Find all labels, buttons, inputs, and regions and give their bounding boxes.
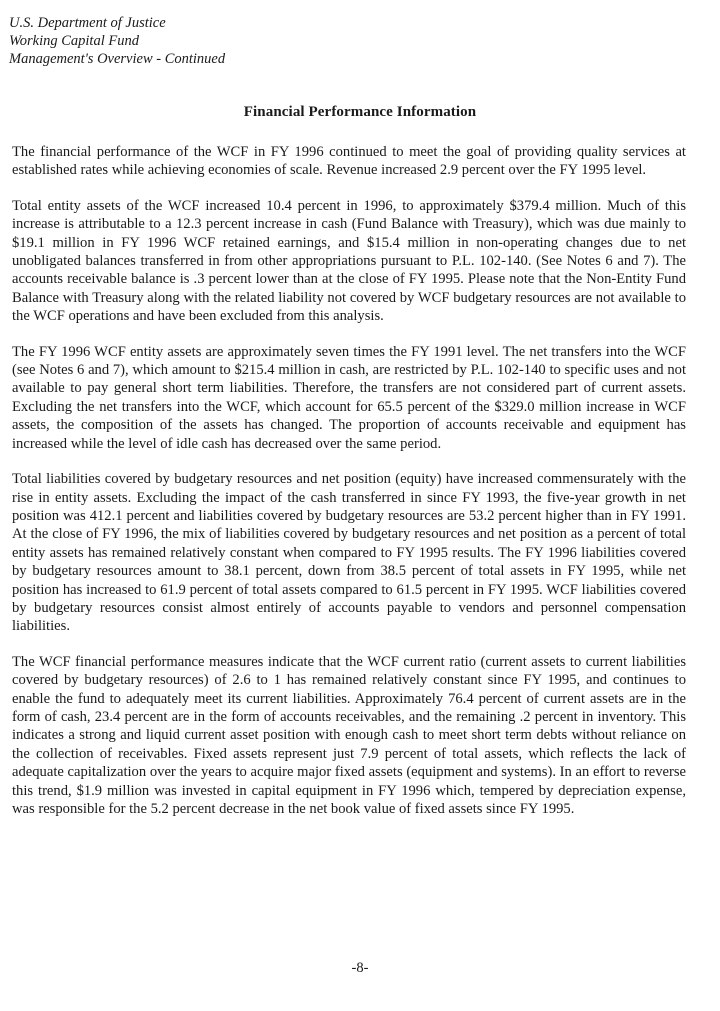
section-title: Financial Performance Information <box>243 104 477 120</box>
paragraph-revenue: The financial performance of the WCF in FY 1996 continued to meet the goal of providing quality services at established rates while achieving economies of scale. Revenue increased 2.9 percent over the FY 1995 level. <box>12 144 686 179</box>
body-text <box>12 143 686 835</box>
paragraph-net-transfers: The FY 1996 WCF entity assets are approximately seven times the FY 1991 level. The net transfers into the WCF (see Notes 6 and 7), which amount to $215.4 million in cash, are restricted by P.L. 102-140 to specific uses and not available to pay general short term liabilities. Therefore, the transfers are not considered part of current assets. Excluding the net transfers into the WCF, which account for 65.5 percent of the $329.0 million increase in WCF assets, the composition of the assets has changed. The proportion of accounts receivable and equipment has increased while the level of idle cash has decreased over the same period. <box>12 343 686 452</box>
header-section: Management's Overview - Continued <box>9 51 226 67</box>
paragraph-performance-measures: The WCF financial performance measures indicate that the WCF current ratio (current assets to current liabilities covered by budgetary resources) of 2.6 to 1 has remained relatively constant since FY 1995, and continues to enable the fund to adequately meet its current liabilities. Approximately 76.4 percent of current assets are in the form of cash, 23.4 percent are in the form of accounts receivables, and the remaining .2 percent in inventory. This indicates a strong and liquid current asset position with enough cash to meet short term debts without reliance on the collection of receivables. Fixed assets represent just 7.9 percent of total assets, which reflects the lack of adequate capitalization over the years to acquire major fixed assets (equipment and systems). In an effort to reverse this trend, $1.9 million was invested in capital equipment in FY 1996 which, tempered by depreciation expense, was responsible for the 5.2 percent decrease in the net book value of fixed assets since FY 1995. <box>12 653 686 817</box>
page-number: -8- <box>351 960 369 976</box>
header-fund: Working Capital Fund <box>9 33 139 49</box>
paragraph-liabilities: Total liabilities covered by budgetary resources and net position (equity) have increased commensurately with the rise in entity assets. Excluding the impact of the cash transferred in since FY 1993, the five-year growth in net position was 412.1 percent and liabilities covered by budgetary resources are 53.2 percent higher than in FY 1991. At the close of FY 1996, the mix of liabilities covered by budgetary resources and net position as a percent of total entity assets has remained relatively constant when compared to FY 1995 results. The FY 1996 liabilities covered by budgetary resources amount to 38.1 percent, down from 38.5 percent of total assets in FY 1995, while net position has increased to 61.9 percent of total assets compared to 61.5 percent in FY 1995. WCF liabilities covered by budgetary resources consist almost entirely of accounts payable to vendors and personnel compensation liabilities. <box>12 471 686 635</box>
header-department: U.S. Department of Justice <box>9 15 166 31</box>
paragraph-entity-assets: Total entity assets of the WCF increased 10.4 percent in 1996, to approximately $379.4 million. Much of this increase is attributable to a 12.3 percent increase in cash (Fund Balance with Treasury), which was due mainly to $19.1 million in FY 1996 WCF retained earnings, and $15.4 million in non-operating changes due to net unobligated balances transferred in from other appropriations pursuant to P.L. 102-140. (See Notes 6 and 7). The accounts receivable balance is .3 percent lower than at the close of FY 1995. Please note that the Non-Entity Fund Balance with Treasury along with the related liability not covered by WCF budgetary resources are not available to the WCF operations and have been excluded from this analysis. <box>12 197 686 325</box>
running-header <box>9 14 225 68</box>
